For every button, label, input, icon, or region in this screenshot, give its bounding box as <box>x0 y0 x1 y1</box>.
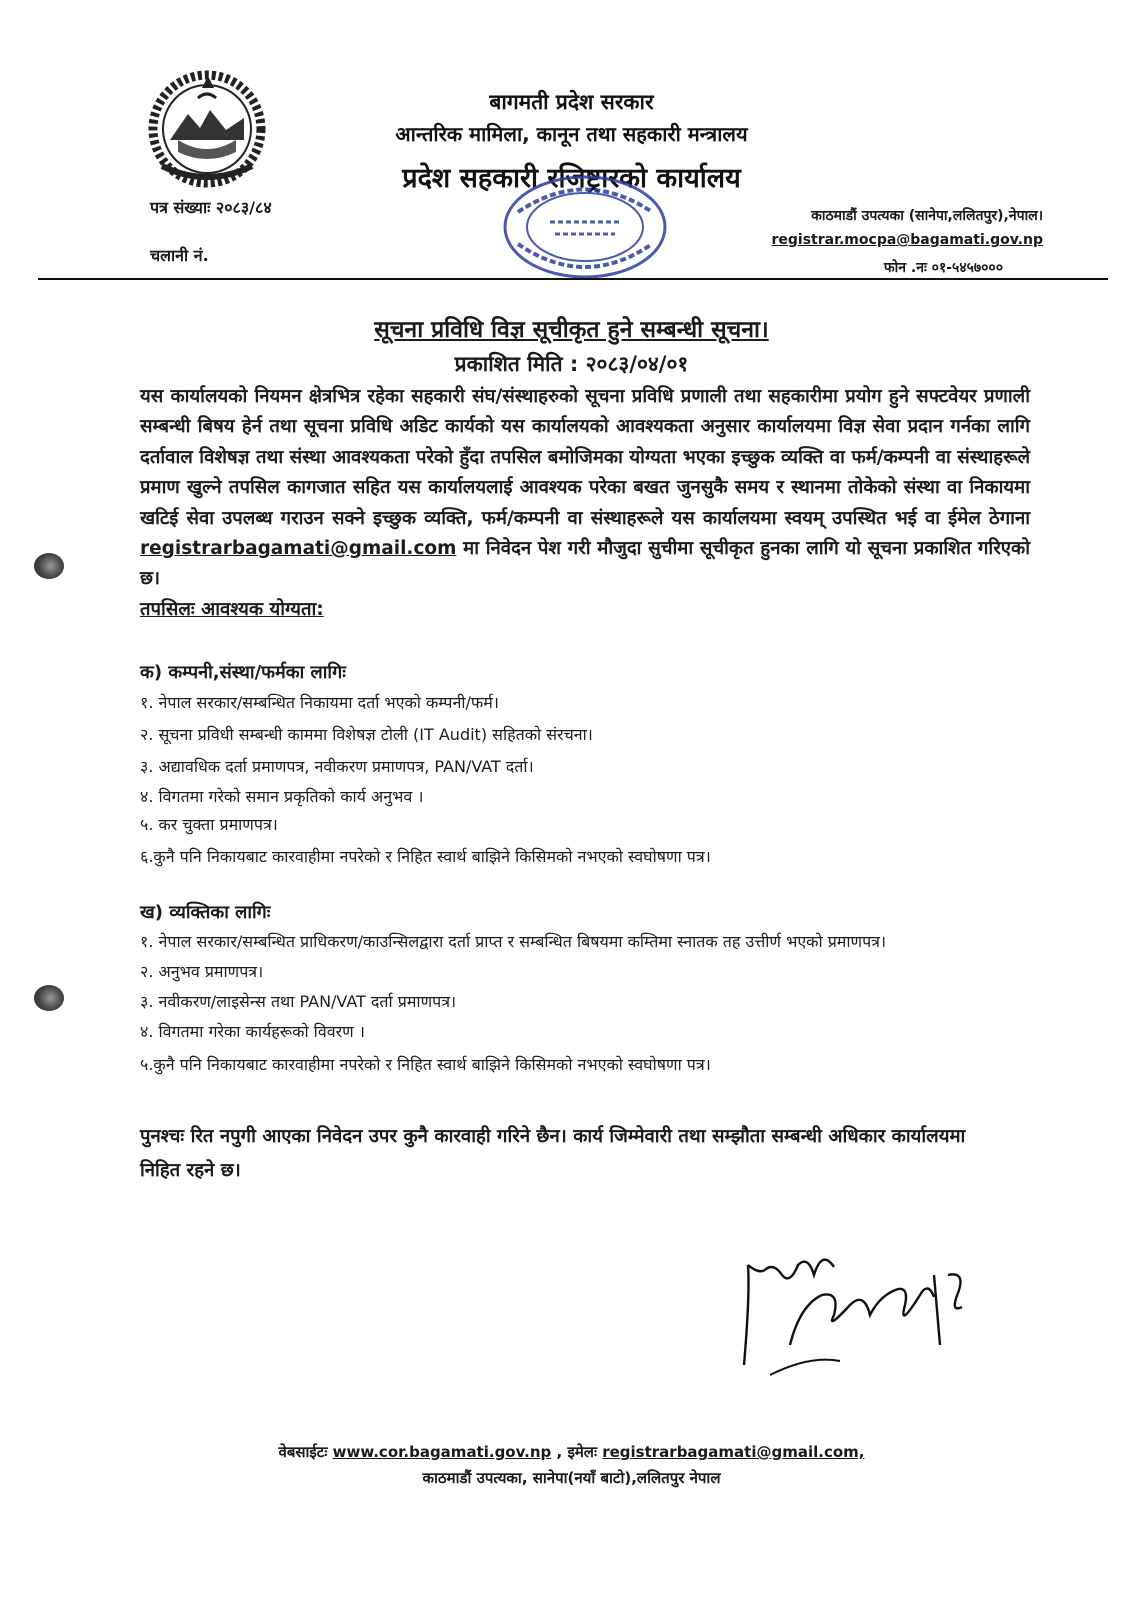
footer-email-link[interactable]: registrarbagamati@gmail.com, <box>602 1443 865 1461</box>
list-item: ३. नवीकरण/लाइसेन्स तथा PAN/VAT दर्ता प्रमाणपत्र। <box>140 992 457 1011</box>
footer-address: काठमाडौं उपत्यका, सानेपा(नयाँ बाटो),ललितपुर नेपाल <box>422 1469 721 1487</box>
office-name: प्रदेश सहकारी रजिष्ट्रारको कार्यालय <box>402 163 741 194</box>
dispatch-number: चलानी नं. <box>150 246 209 265</box>
section-b-heading: ख) व्यक्तिका लागिः <box>140 902 271 923</box>
list-item: १. नेपाल सरकार/सम्बन्धित प्राधिकरण/काउन्सिलद्वारा दर्ता प्राप्त र सम्बन्धित बिषयमा कम्तिमा स्नातक तह उत्तीर्ण भएको प्रमाणपत्र। <box>140 932 887 951</box>
office-stamp-icon <box>500 172 670 282</box>
list-item: ३. अद्यावधिक दर्ता प्रमाणपत्र, नवीकरण प्रमाणपत्र, PAN/VAT दर्ता। <box>140 757 534 776</box>
notice-title: सूचना प्रविधि विज्ञ सूचीकृत हुने सम्बन्धी सूचना। <box>374 317 769 343</box>
punch-hole <box>34 553 64 579</box>
punch-hole <box>34 985 64 1011</box>
postscript-note: पुनश्चः रित नपुगी आएका निवेदन उपर कुनै कारवाही गरिने छैन। कार्य जिम्मेवारी तथा सम्झौता सम्बन्धी अधिकार कार्यालयमा निहित रहने छ। <box>140 1126 966 1181</box>
list-item: १. नेपाल सरकार/सम्बन्धित निकायमा दर्ता भएको कम्पनी/फर्म। <box>140 693 499 712</box>
list-item: ४. विगतमा गरेका कार्यहरूको विवरण । <box>140 1022 365 1041</box>
section-a-heading: क) कम्पनी,संस्था/फर्मका लागिः <box>140 662 346 683</box>
notice-body-text-end: मा निवेदन पेश गरी मौजुदा सुचीमा सूचीकृत हुनका लागि यो सूचना प्रकाशित गरिएको छ। <box>140 538 1030 590</box>
list-item: ५.कुनै पनि निकायबाट कारवाहीमा नपरेको र निहित स्वार्थ बाझिने किसिमको नभएको स्वघोषणा पत्र। <box>140 1055 711 1074</box>
list-item: २. अनुभव प्रमाणपत्र। <box>140 962 264 981</box>
footer-website-link[interactable]: www.cor.bagamati.gov.np <box>332 1443 552 1461</box>
footer-contact <box>0 1442 1143 1462</box>
published-date: प्रकाशित मिति : २०८३/०४/०१ <box>454 352 689 376</box>
notice-email-link[interactable]: registrarbagamati@gmail.com <box>140 538 457 560</box>
letter-number: पत्र संख्याः २०८३/८४ <box>150 198 272 217</box>
header-divider <box>38 278 1108 280</box>
signature-icon <box>730 1235 970 1385</box>
list-item: २. सूचना प्रविधी सम्बन्धी काममा विशेषज्ञ टोली (IT Audit) सहितको संरचना। <box>140 725 593 744</box>
footer-website-label: वेबसाईटः <box>278 1443 328 1461</box>
qualifications-heading: तपसिलः आवश्यक योग्यता: <box>140 598 324 620</box>
office-address: काठमाडौं उपत्यका (सानेपा,ललितपुर),नेपाल। <box>811 208 1043 224</box>
office-email: registrar.mocpa@bagamati.gov.np <box>771 232 1043 248</box>
govt-name: बागमती प्रदेश सरकार <box>489 90 654 114</box>
notice-body-text: यस कार्यालयको नियमन क्षेत्रभित्र रहेका सहकारी संघ/संस्थाहरुको सूचना प्रविधि प्रणाली तथा सहकारीमा प्रयोग हुने सफ्टवेयर प्रणाली सम्बन्धी बिषय हेर्न तथा सूचना प्रविधि अडिट कार्यको यस कार्यालयको आवश्यकता अनुसार कार्यालयमा विज्ञ सेवा प्रदान गर्नका लागि दर्तावाल विशेषज्ञ तथा संस्था आवश्यकता परेको हुँदा तपसिल बमोजिमका योग्यता भएका इच्छुक व्यक्ति वा फर्म/कम्पनी वा संस्थाहरूले प्रमाण खुल्ने तपसिल कागजात सहित यस कार्यालयलाई आवश्यक परेका बखत जुनसुकै समय र स्थानमा तोकेको संस्था वा निकायमा खटिई सेवा उपलब्ध गराउन सक्ने इच्छुक व्यक्ति, फर्म/कम्पनी वा संस्थाहरूले यस कार्यालयमा स्वयम् उपस्थित भई वा ईमेल ठेगाना <box>140 386 1030 529</box>
footer-email-label: , इमेलः <box>556 1443 597 1461</box>
ministry-name: आन्तरिक मामिला, कानून तथा सहकारी मन्त्रालय <box>395 122 748 146</box>
list-item: ५. कर चुक्ता प्रमाणपत्र। <box>140 815 278 834</box>
office-phone: फोन .नः ०१-५४५७००० <box>883 260 1003 276</box>
list-item: ४. विगतमा गरेको समान प्रकृतिको कार्य अनुभव । <box>140 787 424 806</box>
list-item: ६.कुनै पनि निकायबाट कारवाहीमा नपरेको र निहित स्वार्थ बाझिने किसिमको नभएको स्वघोषणा पत्र। <box>140 847 711 866</box>
notice-body <box>140 382 1030 625</box>
